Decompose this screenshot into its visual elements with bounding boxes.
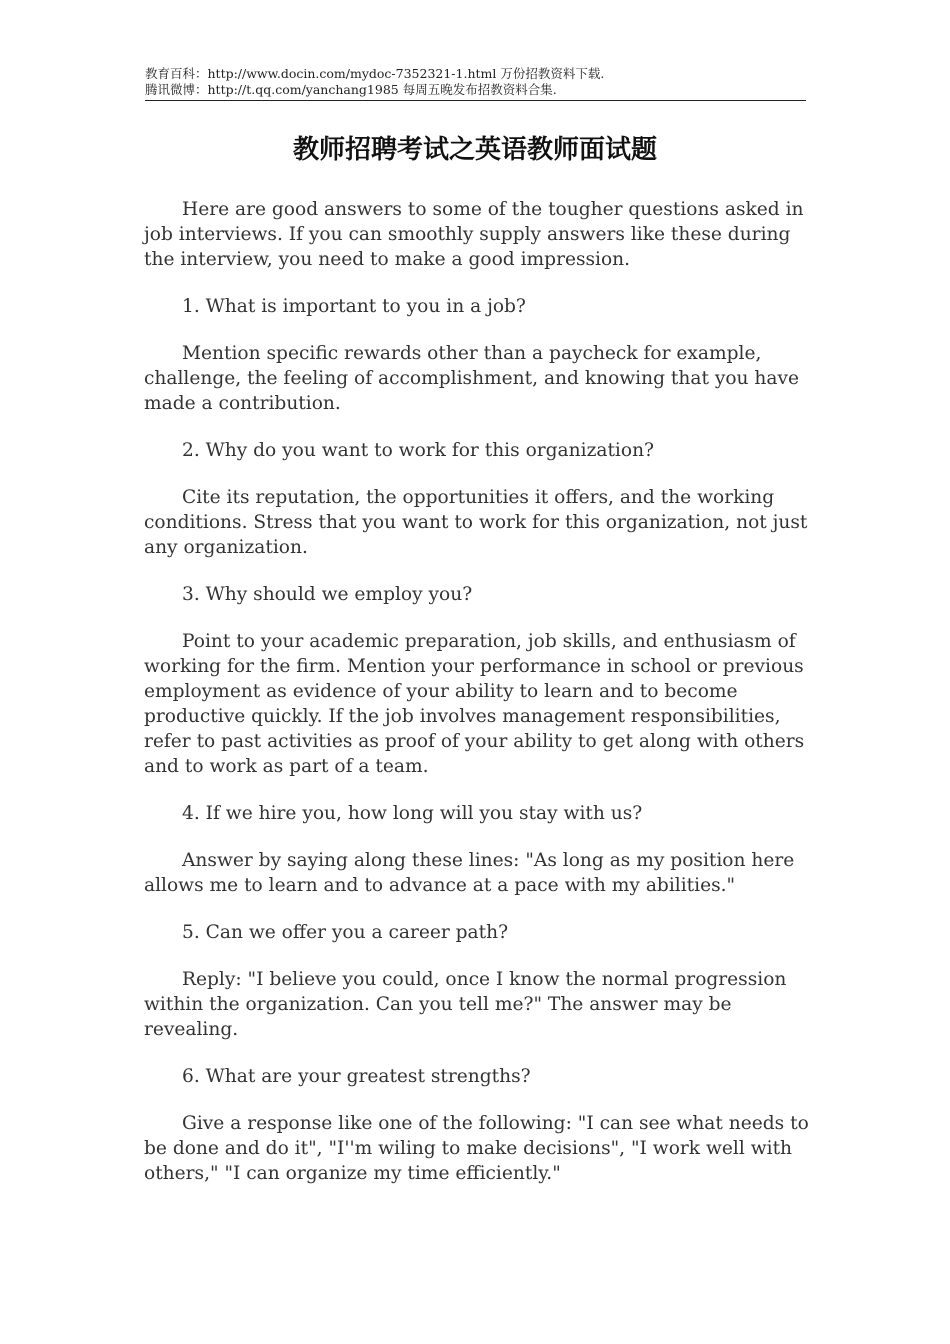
question-2: 2. Why do you want to work for this organization? bbox=[182, 440, 655, 461]
header-line-weibo: 腾讯微博：http://t.qq.com/yanchang1985 每周五晚发布招教资料合集. bbox=[145, 82, 557, 97]
question-4: 4. If we hire you, how long will you stay with us? bbox=[182, 803, 643, 824]
answer-5: Reply: "I believe you could, once I know the normal progression within the organization. Can you tell me?" The answer may be revealing. bbox=[144, 969, 787, 1040]
page-header bbox=[145, 66, 806, 101]
header-line-docin: 教育百科：http://www.docin.com/mydoc-7352321-1.html 万份招教资料下载. bbox=[145, 66, 605, 81]
answer-4: Answer by saying along these lines: "As long as my position here allows me to learn and to advance at a pace with my abilities." bbox=[144, 850, 795, 896]
intro-paragraph: Here are good answers to some of the tougher questions asked in job interviews. If you can smoothly supply answers like these during the interview, you need to make a good impression. bbox=[144, 199, 804, 270]
question-6: 6. What are your greatest strengths? bbox=[182, 1066, 531, 1087]
question-3: 3. Why should we employ you? bbox=[182, 584, 473, 605]
question-1: 1. What is important to you in a job? bbox=[182, 296, 526, 317]
answer-3: Point to your academic preparation, job skills, and enthusiasm of working for the firm. Mention your performance in school or previous employment as evidence of your ability to learn and to become productive quickly. If the job involves management responsibilities, refer to past activities as proof of your ability to get along with others and to work as part of a team. bbox=[144, 631, 805, 777]
document-title: 教师招聘考试之英语教师面试题 bbox=[292, 135, 657, 165]
answer-1: Mention specific rewards other than a paycheck for example, challenge, the feeling of accomplishment, and knowing that you have made a contribution. bbox=[144, 343, 799, 414]
answer-2: Cite its reputation, the opportunities it offers, and the working conditions. Stress that you want to work for this organization, not just any organization. bbox=[144, 487, 808, 558]
question-5: 5. Can we offer you a career path? bbox=[182, 922, 509, 943]
document-body bbox=[144, 197, 812, 1208]
answer-6: Give a response like one of the following: "I can see what needs to be done and do it", "I''m wiling to make decisions", "I work well with others," "I can organize my time efficiently." bbox=[144, 1113, 809, 1184]
